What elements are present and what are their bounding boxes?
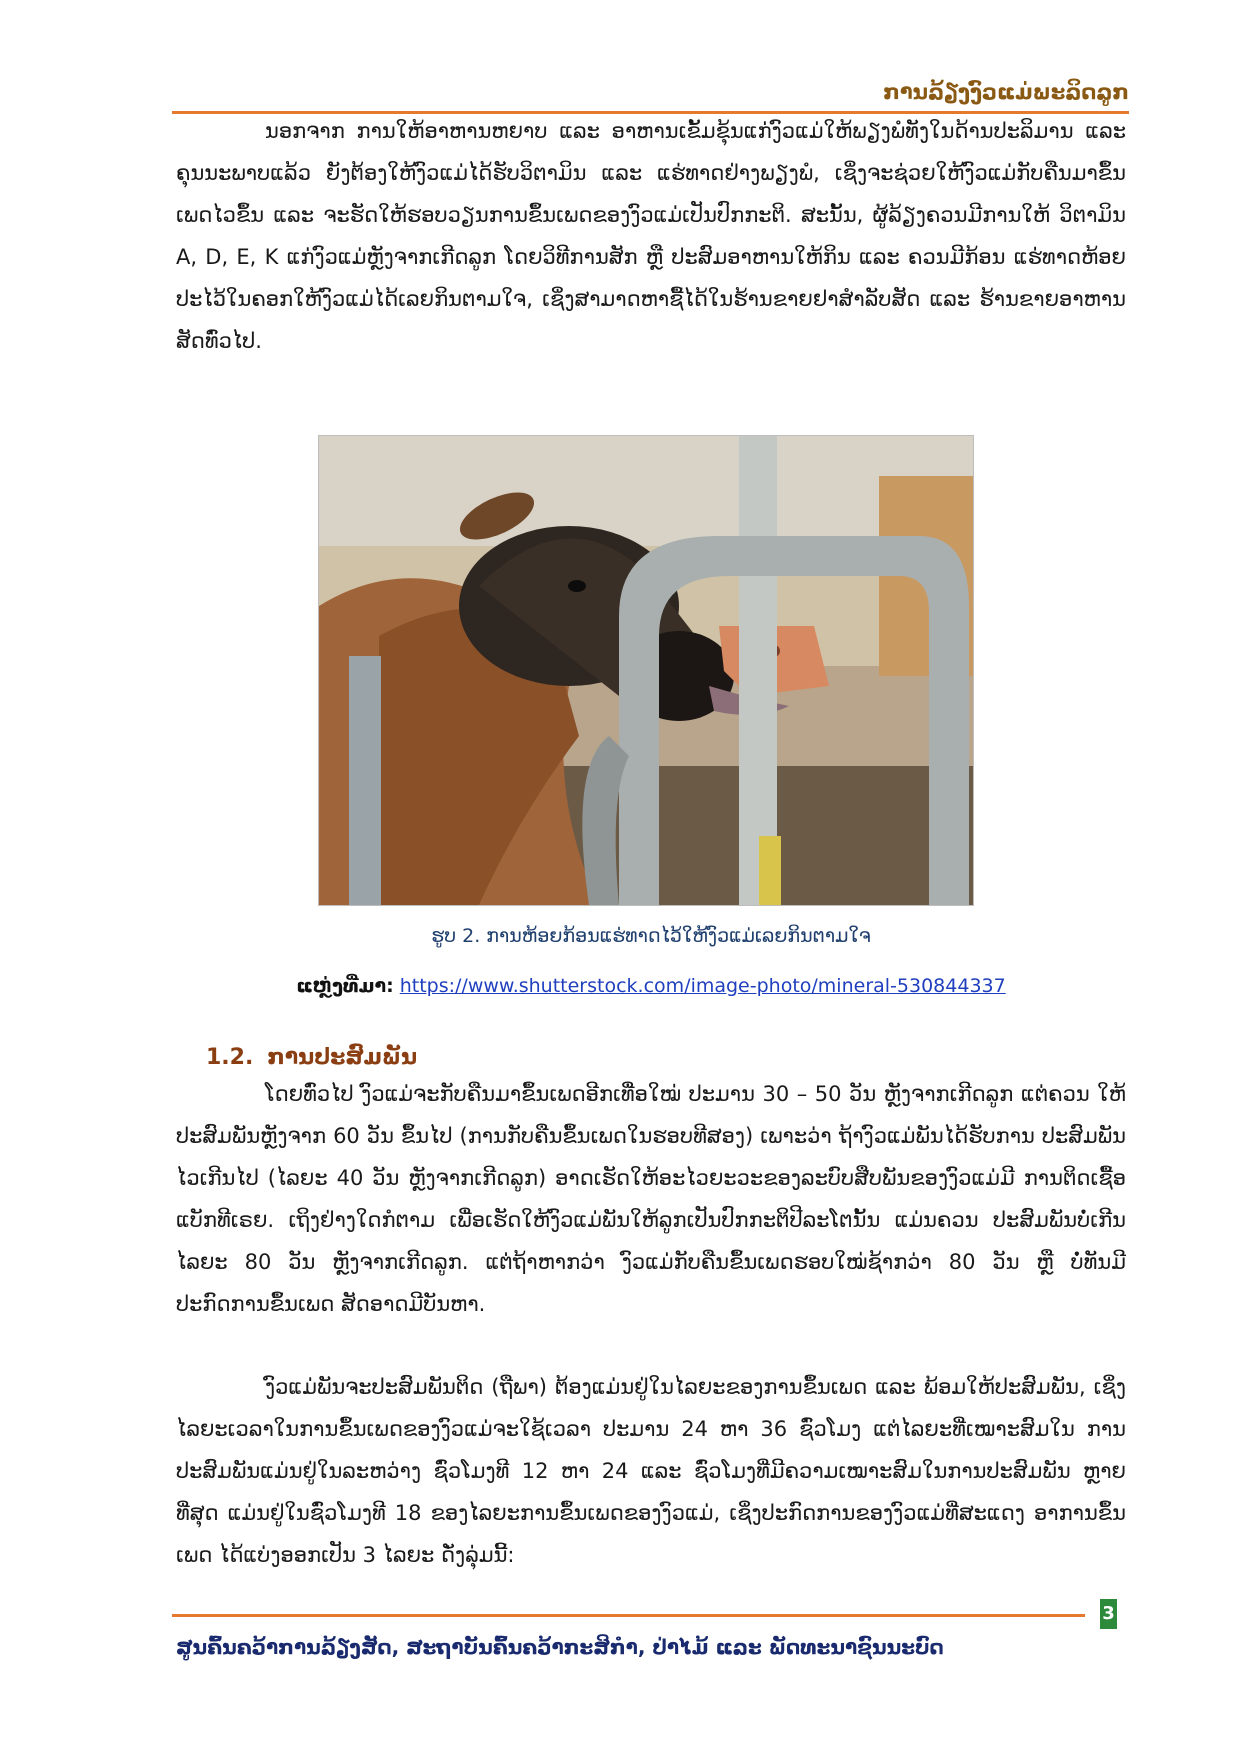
source-label: ແຫຼ່ງທີ່ມາ: (296, 975, 394, 997)
intro-paragraph: ນອກຈາກ ການໃຫ້ອາຫານຫຍາບ ແລະ ອາຫານເຂັ້ມຂຸ້ນແກ່ງົວແມ່ໃຫ້ພຽງພໍທັງໃນດ້ານປະລິມານ ແລະ ຄຸນນະພາບແລ້ວ ຍັງຕ້ອງໃຫ້ງົວແມ່ໄດ້ຮັບວິຕາມິນ ແລະ ແຮ່ທາດຢ່າງພຽງພໍ, ເຊິ່ງຈະຊ່ວຍໃຫ້ງົວແມ່ກັບຄືນມາຂຶ້ນ ເພດໄວຂຶ້ນ ແລະ ຈະຮັດໃຫ້ຮອບວຽນການຂຶ້ນເພດຂອງງົວແມ່ເປັນປົກກະຕິ. ສະນັ້ນ, ຜູ້ລ້ຽງຄວນມີການໃຫ້ ວິຕາມິນ A, D, E, K ແກ່ງົວແມ່ຫຼັງຈາກເກີດລູກ ໂດຍວິທີການສັກ ຫຼື ປະສົມອາຫານໃຫ້ກິນ ແລະ ຄວນມີກ້ອນ ແຮ່ທາດຫ້ອຍປະໄວ້ໃນຄອກໃຫ້ງົວແມ່ໄດ້ເລຍກິນຕາມໃຈ, ເຊິ່ງສາມາດຫາຊື້ໄດ້ໃນຮ້ານຂາຍຢາສຳລັບສັດ ແລະ ຮ້ານຂາຍອາຫານສັດທົ່ວໄປ. (176, 119, 1126, 353)
breeding-paragraph-1: ໂດຍທົ່ວໄປ ງົວແມ່ຈະກັບຄືນມາຂຶ້ນເພດອີກເທື່ອໃໝ່ ປະມານ 30 – 50 ວັນ ຫຼັງຈາກເກີດລູກ ແຕ່ຄວນ ໃຫ້ປະສົມພັນຫຼັງຈາກ 60 ວັນ ຂຶ້ນໄປ (ການກັບຄືນຂຶ້ນເພດໃນຮອບທີສອງ) ເພາະວ່າ ຖ້າງົວແມ່ພັນໄດ້ຮັບການ ປະສົມພັນໄວເກີນໄປ (ໄລຍະ 40 ວັນ ຫຼັງຈາກເກີດລູກ) ອາດເຮັດໃຫ້ອະໄວຍະວະຂອງລະບົບສືບພັນຂອງງົວແມ່ມີ ການຕິດເຊື້ອແບັກທີເຣຍ. ເຖິງຢ່າງໃດກໍຕາມ ເພື່ອເຮັດໃຫ້ງົວແມ່ພັນໃຫ້ລູກເປັນປົກກະຕິປີລະໂຕນັ້ນ ແມ່ນຄວນ ປະສົມພັນບໍ່ເກີນໄລຍະ 80 ວັນ ຫຼັງຈາກເກີດລູກ. ແຕ່ຖ້າຫາກວ່າ ງົວແມ່ກັບຄືນຂຶ້ນເພດຮອບໃໝ່ຊ້າກວ່າ 80 ວັນ ຫຼື ບໍ່ທັນມີປະກົດການຂຶ້ນເພດ ສັດອາດມີບັນຫາ. (176, 1082, 1126, 1316)
source-link[interactable]: https://www.shutterstock.com/image-photo/mineral-530844337 (399, 975, 1006, 997)
section-title: ການປະສົມພັນ (267, 1045, 418, 1070)
footer-divider (172, 1614, 1085, 1617)
figure-caption: ຮູບ 2. ການຫ້ອຍກ້ອນແຮ່ທາດໄວ້ໃຫ້ງົວແມ່ເລຍກິນຕາມໃຈ (431, 925, 871, 947)
cow-mineral-block-photo (318, 435, 974, 906)
running-header-title: ການລ້ຽງງົວແມ່ພະລິດລູກ (883, 80, 1129, 104)
breeding-paragraph-2: ງົວແມ່ພັນຈະປະສົມພັນຕິດ (ຖືພາ) ຕ້ອງແມ່ນຢູ່ໃນໄລຍະຂອງການຂຶ້ນເພດ ແລະ ພ້ອມໃຫ້ປະສົມພັນ, ເຊິ່ງໄລຍະເວລາໃນການຂຶ້ນເພດຂອງງົວແມ່ຈະໃຊ້ເວລາ ປະມານ 24 ຫາ 36 ຊົ່ວໂມງ ແຕ່ໄລຍະທີ່ເໝາະສົມໃນ ການປະສົມພັນແມ່ນຢູ່ໃນລະຫວ່າງ ຊົ່ວໂມງທີ 12 ຫາ 24 ແລະ ຊົ່ວໂມງທີ່ມີຄວາມເໝາະສົມໃນການປະສົມພັນ ຫຼາຍທີ່ສຸດ ແມ່ນຢູ່ໃນຊົ່ວໂມງທີ 18 ຂອງໄລຍະການຂຶ້ນເພດຂອງງົວແມ່, ເຊິ່ງປະກົດການຂອງງົວແມ່ທີ່ສະແດງ ອາການຂຶ້ນເພດ ໄດ້ແບ່ງອອກເປັນ 3 ໄລຍະ ດັ່ງລຸ່ມນີ້: (176, 1375, 1126, 1567)
section-number: 1.2. (206, 1045, 254, 1070)
section-heading (206, 1045, 417, 1070)
figure-source (176, 975, 1126, 997)
footer-institute: ສູນຄົ້ນຄວ້າການລ້ຽງສັດ, ສະຖາບັນຄົ້ນຄວ້າກະສິກຳ, ປ່າໄມ້ ແລະ ພັດທະນາຊົນນະບົດ (176, 1635, 944, 1659)
page-number: 3 (1100, 1599, 1117, 1629)
